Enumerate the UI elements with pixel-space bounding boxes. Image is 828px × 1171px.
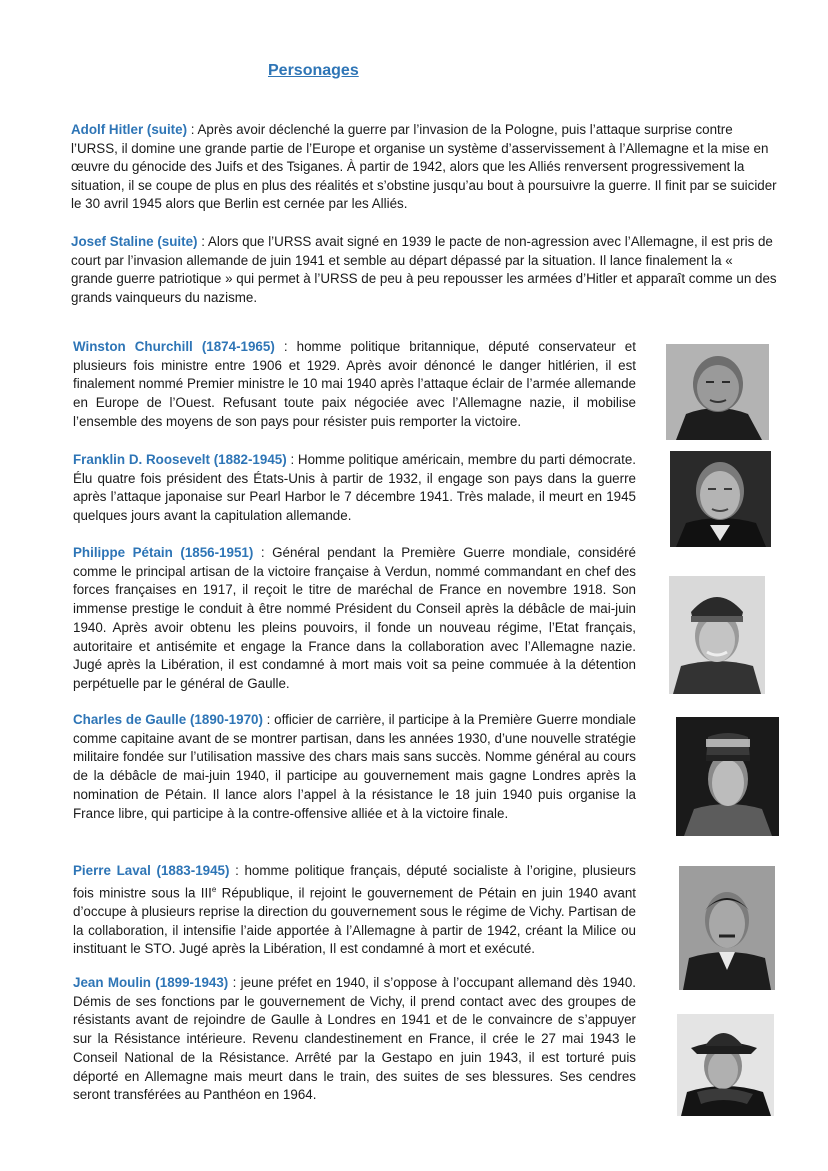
separator: : [262, 712, 275, 727]
paragraph-petain [73, 544, 636, 694]
paragraph-hitler [71, 121, 778, 214]
separator: : [187, 122, 198, 137]
text-laval-part1: homme politique français, député socialiste à l’origine, plusieurs fois ministre sous la III [73, 863, 636, 901]
separator: : [274, 339, 297, 354]
portrait-churchill-image [666, 344, 769, 440]
text-moulin: jeune préfet en 1940, il s’oppose à l’occupant allemand dès 1940. Démis de ses fonctions par le gouvernement de Vichy, il prend contact avec des groupes de résistants avant de rejoindre de Gaulle à Londres en 1941 et de le convaincre de s’appuyer sur la Résistance intérieure. Revenu clandestinement en France, il crée le 27 mai 1943 le Conseil National de la Résistance. Arrêté par la Gestapo en juin 1943, il est torturé puis déporté en Allemagne mais meurt dans le train, des suites de ses blessures. Ses cendres seront transférées au Panthéon en 1964. [73, 975, 636, 1103]
text-staline: Alors que l’URSS avait signé en 1939 le pacte de non-agression avec l’Allemagne, il est pris de court par l’invasion allemande de juin 1941 et semble au départ dépassé par la situation. Il lance finalement la « grande guerre patriotique » qui permet à l’URSS de peu à peu repousser les armées d’Hitler et apparaît comme un des grands vainqueurs du nazisme. [71, 234, 777, 305]
separator: : [228, 975, 241, 990]
paragraph-de-gaulle [73, 711, 636, 823]
portrait-petain-image [669, 576, 765, 694]
text-de-gaulle: officier de carrière, il participe à la Première Guerre mondiale comme capitaine avant de se montrer partisan, dans les années 1930, d’une nouvelle stratégie militaire fondée sur l’utilisation massive des chars mais sans succès. Nomme général au cours de la débâcle de mai-juin 1940, il participe au gouvernement mais gagne Londres après la nomination de Pétain. Il lance alors l’appel à la résistance le 18 juin 1940 puis organise la France libre, qui participe à la contre-offensive alliée et à la victoire finale. [73, 712, 636, 821]
paragraph-laval [73, 862, 636, 959]
portrait-de-gaulle-image [676, 717, 779, 836]
paragraph-roosevelt [73, 451, 636, 526]
name-de-gaulle: Charles de Gaulle (1890-1970) [73, 712, 263, 727]
separator: : [197, 234, 208, 249]
name-laval: Pierre Laval (1883-1945) [73, 863, 230, 878]
name-moulin: Jean Moulin (1899-1943) [73, 975, 229, 990]
name-staline: Josef Staline (suite) [71, 234, 198, 249]
name-petain: Philippe Pétain (1856-1951) [73, 545, 254, 560]
portrait-roosevelt-image [670, 451, 771, 547]
paragraph-staline [71, 233, 778, 307]
page-title: Personages [268, 62, 359, 79]
separator: : [286, 452, 298, 467]
paragraph-churchill [73, 338, 636, 432]
paragraph-moulin [73, 974, 636, 1105]
separator: : [229, 863, 245, 878]
text-laval-part2: République, il rejoint le gouvernement de Pétain en juin 1940 avant d’occupe à plusieurs reprise la direction du gouvernement sous le régime de Vichy. Partisan de la collaboration, il intensifie l’aide apportée à l’Allemagne à partir de 1942, créant la Milice ou instituant le STO. Jugé après la Libération, Il est condamné à mort et exécuté. [73, 885, 636, 957]
name-hitler: Adolf Hitler (suite) [71, 122, 188, 137]
text-hitler: Après avoir déclenché la guerre par l’invasion de la Pologne, puis l’attaque surprise contre l’URSS, il domine une grande partie de l’Europe et organise un système d’asservissement à l’Allemagne et la mise en œuvre du génocide des Juifs et des Tsiganes. À partir de 1942, alors que les Alliés renversent progressivement la situation, il se coupe de plus en plus des réalités et s’obstine jusqu’au bout à poursuivre la guerre. Il finit par se suicider le 30 avril 1945 alors que Berlin est cernée par les Alliés. [71, 122, 777, 212]
portrait-laval-image [679, 866, 775, 990]
text-churchill: homme politique britannique, député conservateur et plusieurs fois ministre entre 1906 et 1929. Après avoir dénoncé le danger hitlérien, il est finalement nommé Premier ministre le 10 mai 1940 après l’attaque éclair de l’armée allemande en Europe de l’Ouest. Refusant toute paix négociée avec l’Allemagne nazie, il mobilise l’ensemble des moyens de son pays pour résister puis remporter la victoire. [73, 339, 636, 429]
portrait-moulin-image [677, 1014, 774, 1116]
text-petain: Général pendant la Première Guerre mondiale, considéré comme le principal artisan de la victoire française à Verdun, nommé commandant en chef des forces françaises en 1917, il reçoit le titre de maréchal de France en novembre 1918. Son immense prestige le conduit à être nommé Président du Conseil après la débâcle de mai-juin 1940. Après avoir obtenu les pleins pouvoirs, il fonde un nouveau régime, l’Etat français, autoritaire et antisémite et engage la France dans la collaboration avec l’Allemagne nazie. Jugé après la Libération, il est condamné à mort mais voit sa peine commuée à la détention perpétuelle par le général de Gaulle. [73, 545, 636, 691]
superscript: e [211, 884, 217, 894]
separator: : [253, 545, 273, 560]
name-roosevelt: Franklin D. Roosevelt (1882-1945) [73, 452, 287, 467]
text-roosevelt: Homme politique américain, membre du parti démocrate. Élu quatre fois président des États-Unis à partir de 1932, il engage son pays dans la guerre après l’attaque japonaise sur Pearl Harbor le 7 décembre 1941. Très malade, il meurt en 1945 quelques jours avant la capitulation allemande. [73, 452, 636, 524]
name-churchill: Winston Churchill (1874-1965) [73, 339, 275, 354]
